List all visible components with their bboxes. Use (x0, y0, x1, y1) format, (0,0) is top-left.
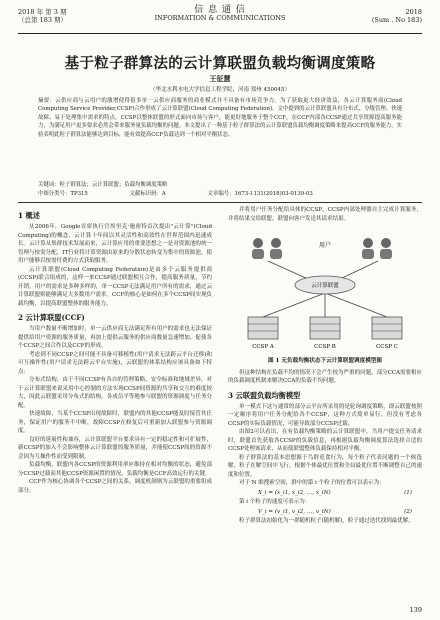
author: 王征慧 (209, 74, 231, 83)
article-number: 文章编号：1673-1131(2018)03-0139-03 (207, 191, 313, 197)
paragraph: 单一模式下这与通常的部分云平台所采用的是轮询调度策略，即云联盟按照一定顺序将用户任务分配给各个CCSP，这种方式简单易行，但没有考虑各CCSP的实际负载情况，可能导致部分CCSP过载。 (228, 403, 422, 427)
journal-name-cn: 信 息 通 信 (194, 5, 246, 15)
paragraph: 分布式结构，由于不同CCSP有各自的管理策略、安全标准和地域差异，对于云计算联盟来说采用中心控制的方法实现CCSP间资源的共享和交互的难度较大，因此云联盟采用分布式的结构，各成员平等地参与联盟的资源调度与任务分配。 (18, 377, 212, 409)
page-number: 139 (409, 606, 422, 614)
issue-info-en (372, 8, 422, 24)
right-column (228, 206, 422, 526)
journal-name-en: INFORMATION & COMMUNICATIONS (154, 14, 286, 22)
formula-body: X_i = (x_i1, x_i2, …, x_iN) (258, 489, 331, 496)
paragraph: 良好的延展性和兼容，云计算联盟平台要求具有一定的稳定性和可扩展性，新CCSP的加入不会影响整体云计算联盟的服务质量，并能使CCSP间的资源不会因为互操作性而受到限制。 (18, 436, 212, 460)
paragraph: 但这种结构在负载不均的情况下会产生较为严重的问题，部分CCA需要相应的负载调度机制来解决CCA的负载不均问题。 (228, 369, 422, 384)
paragraph: 粒子群算法的基本思想源于鸟群觅食行为，每个粒子代表问题的一个候选解，粒子在解空间中飞行，根据个体最优位置和全局最优位置不断调整自己的速度和位置。 (228, 454, 422, 478)
document-code: 文献标识码：A (129, 191, 166, 197)
header-rule (18, 33, 422, 34)
paragraph: 当用户数量不断增加时，单一云供应商无法满足所有用户的需求也无法保证提供给用户资源的服务质量，再加上提供云服务的供应商数量急速增加，促使各个CCSP之间合作以及CCF的形成。 (18, 326, 212, 349)
page-header (18, 6, 422, 32)
clc-number: 中图分类号：TP315 (38, 191, 88, 197)
paragraph: 从2006年，Google首席执行官埃里克·施密特首次提出"云计算"(Cloud Computing)的概念，云计算十年间以其灵活性和高效性在世界范围内迅速成长。云计算从集群技术发展而来，云计算应用的重要思想之一是对资源池的统一管理与按需分配，IT行业将计算资源由原来的分散状态转变为集中的资源池，使用户能够以按需付费的方式获取服务。 (18, 224, 212, 264)
formula-number: (1) (404, 489, 412, 496)
keywords: 关键词：粒子群算法；云计算联盟；负载均衡调度策略 (38, 182, 168, 188)
issue-sum-en: (Sum . No 183) (371, 16, 422, 24)
formula-number: (2) (404, 508, 412, 515)
paragraph: 由图2可以看出，在有负载均衡策略的云计算联盟中，当用户提交任务请求时，联盟首先获取各CCSP的负载信息，再根据负载均衡调度算法选择合适的CCSP处理该请求，从而使联盟整体负载保持相对平衡。 (228, 429, 422, 452)
issue-year-number: 2018 年 第 3 期 (18, 8, 67, 16)
server-icon-b (310, 317, 340, 339)
paragraph: 云计算联盟(Cloud Computing Federation)是由多个云服务提供商(CCSP)联合组成的，这样一来CCSP通过联盟相互合作，提高服务质量，节约开销。用户的需求是多种多样的，单一CCSP无法满足用户所有的需求，通过云计算联盟则能够满足大多数用户需求。CCF的核心是如何在多个CCSP间实现负载均衡，以提高联盟整体的服务能力。 (18, 266, 212, 307)
server-icon-a (248, 317, 278, 339)
paragraph: CCF作为核心协调各个CCSP之间的关系，调度机制则为云联盟的重要组成部分。 (18, 479, 212, 494)
paragraph: 粒子群算法初始化为一群随机粒子(随机解)，粒子通过迭代找到最优解。 (239, 518, 414, 524)
affiliation: （华北水利水电大学信息工程学院，河南 郑州 450045） (150, 87, 290, 93)
ccsp-a-label: CCSP A (252, 344, 274, 350)
paragraph: 对于 N 维搜索空间，群中的第 i 个粒子的位置可以表示为： (239, 480, 385, 486)
ccsp-c-label: CCSP C (376, 344, 398, 350)
formula-velocity (228, 507, 422, 518)
paragraph: 负载均衡，联盟内各CCSP的资源利用率应维持在相对均衡的状态，避免部分CCSP过载而其他CCSP资源闲置的情况，负载均衡是CCF高效运行的关键。 (18, 462, 212, 477)
section-heading-load-balancing: 3 云联盟负载均衡模型 (228, 390, 301, 400)
federation-label: 云计算联盟 (311, 283, 339, 289)
article-title: 基于粒子群算法的云计算联盟负载均衡调度策略 (64, 55, 376, 72)
issue-year-en: 2018 (405, 8, 422, 16)
server-icon-c (372, 317, 402, 339)
paragraph: 并将用户任务分配给具体的CCSP，CCSP内部处理器自主完成计算服务，并将结果交给联盟，联盟向客户发送其请求结果。 (228, 207, 422, 222)
scheduling-diagram (228, 227, 422, 355)
journal-name (18, 6, 422, 22)
left-column (18, 206, 212, 495)
paragraph: 快速故障，当某个CCSP出现故障时，联盟内的其他CCSP能及时接管其任务，保证用户的服务不中断，故障CCSP在修复后可重新加入联盟参与资源调度。 (18, 411, 212, 434)
abstract: 摘要：云供应商与云用户的激增使得很多单一云供应商服务的商业模式并不具备有市场竞争力。为了获取更大经济效益，各云计算服务商(Cloud Computing Service Provider,CCSP)合作形成了云计算联盟(Cloud Computing Federation)。文中提到的云计算联盟具有分布式、分级管理、快速故障、易于处理集中需求的特点。CCSP以整体联盟的形式面向市场与客户，能更好地服务于整个CCF，在CCF内部各CCSP通过共享资源提高服务能力，为满足用户更多要求必然会带来服务量负载均衡的问题。本文提出了一种基于粒子群算法的云计算联盟负载均衡调度策略来提高CCF的服务能力，实验表明此粒子群算法能够达到目标，能有效提高CCF负载达到一个相对平衡状态。 (38, 98, 402, 138)
formula-position (228, 488, 422, 499)
formula-body: V_i = (v_i1, v_i2, …, v_iN) (258, 508, 331, 515)
ccsp-b-label: CCSP B (314, 344, 336, 350)
section-heading-overview: 1 概述 (18, 211, 40, 220)
section-heading-ccf: 2 云计算联盟(CCF) (18, 313, 85, 322)
figure-caption: 图 1 无负载均衡状态下云计算联盟调度模型图 (267, 358, 383, 364)
paragraph: 第 i 个粒子的速度可表示为： (239, 499, 311, 505)
issue-total: （总第 183 期） (18, 16, 68, 24)
article-meta (38, 190, 402, 198)
user-label: 用户 (318, 242, 332, 249)
paragraph: 考虑到不同CCSP之间可能不具备可移植性(用户请求无法跨云平台迁移)和可互操作性(用户请求无法跨云平台实施)，云联盟的体系结构应该具备如下特点： (18, 351, 212, 375)
figure-scheduling-model (228, 227, 422, 355)
abstract-rule (18, 202, 422, 203)
